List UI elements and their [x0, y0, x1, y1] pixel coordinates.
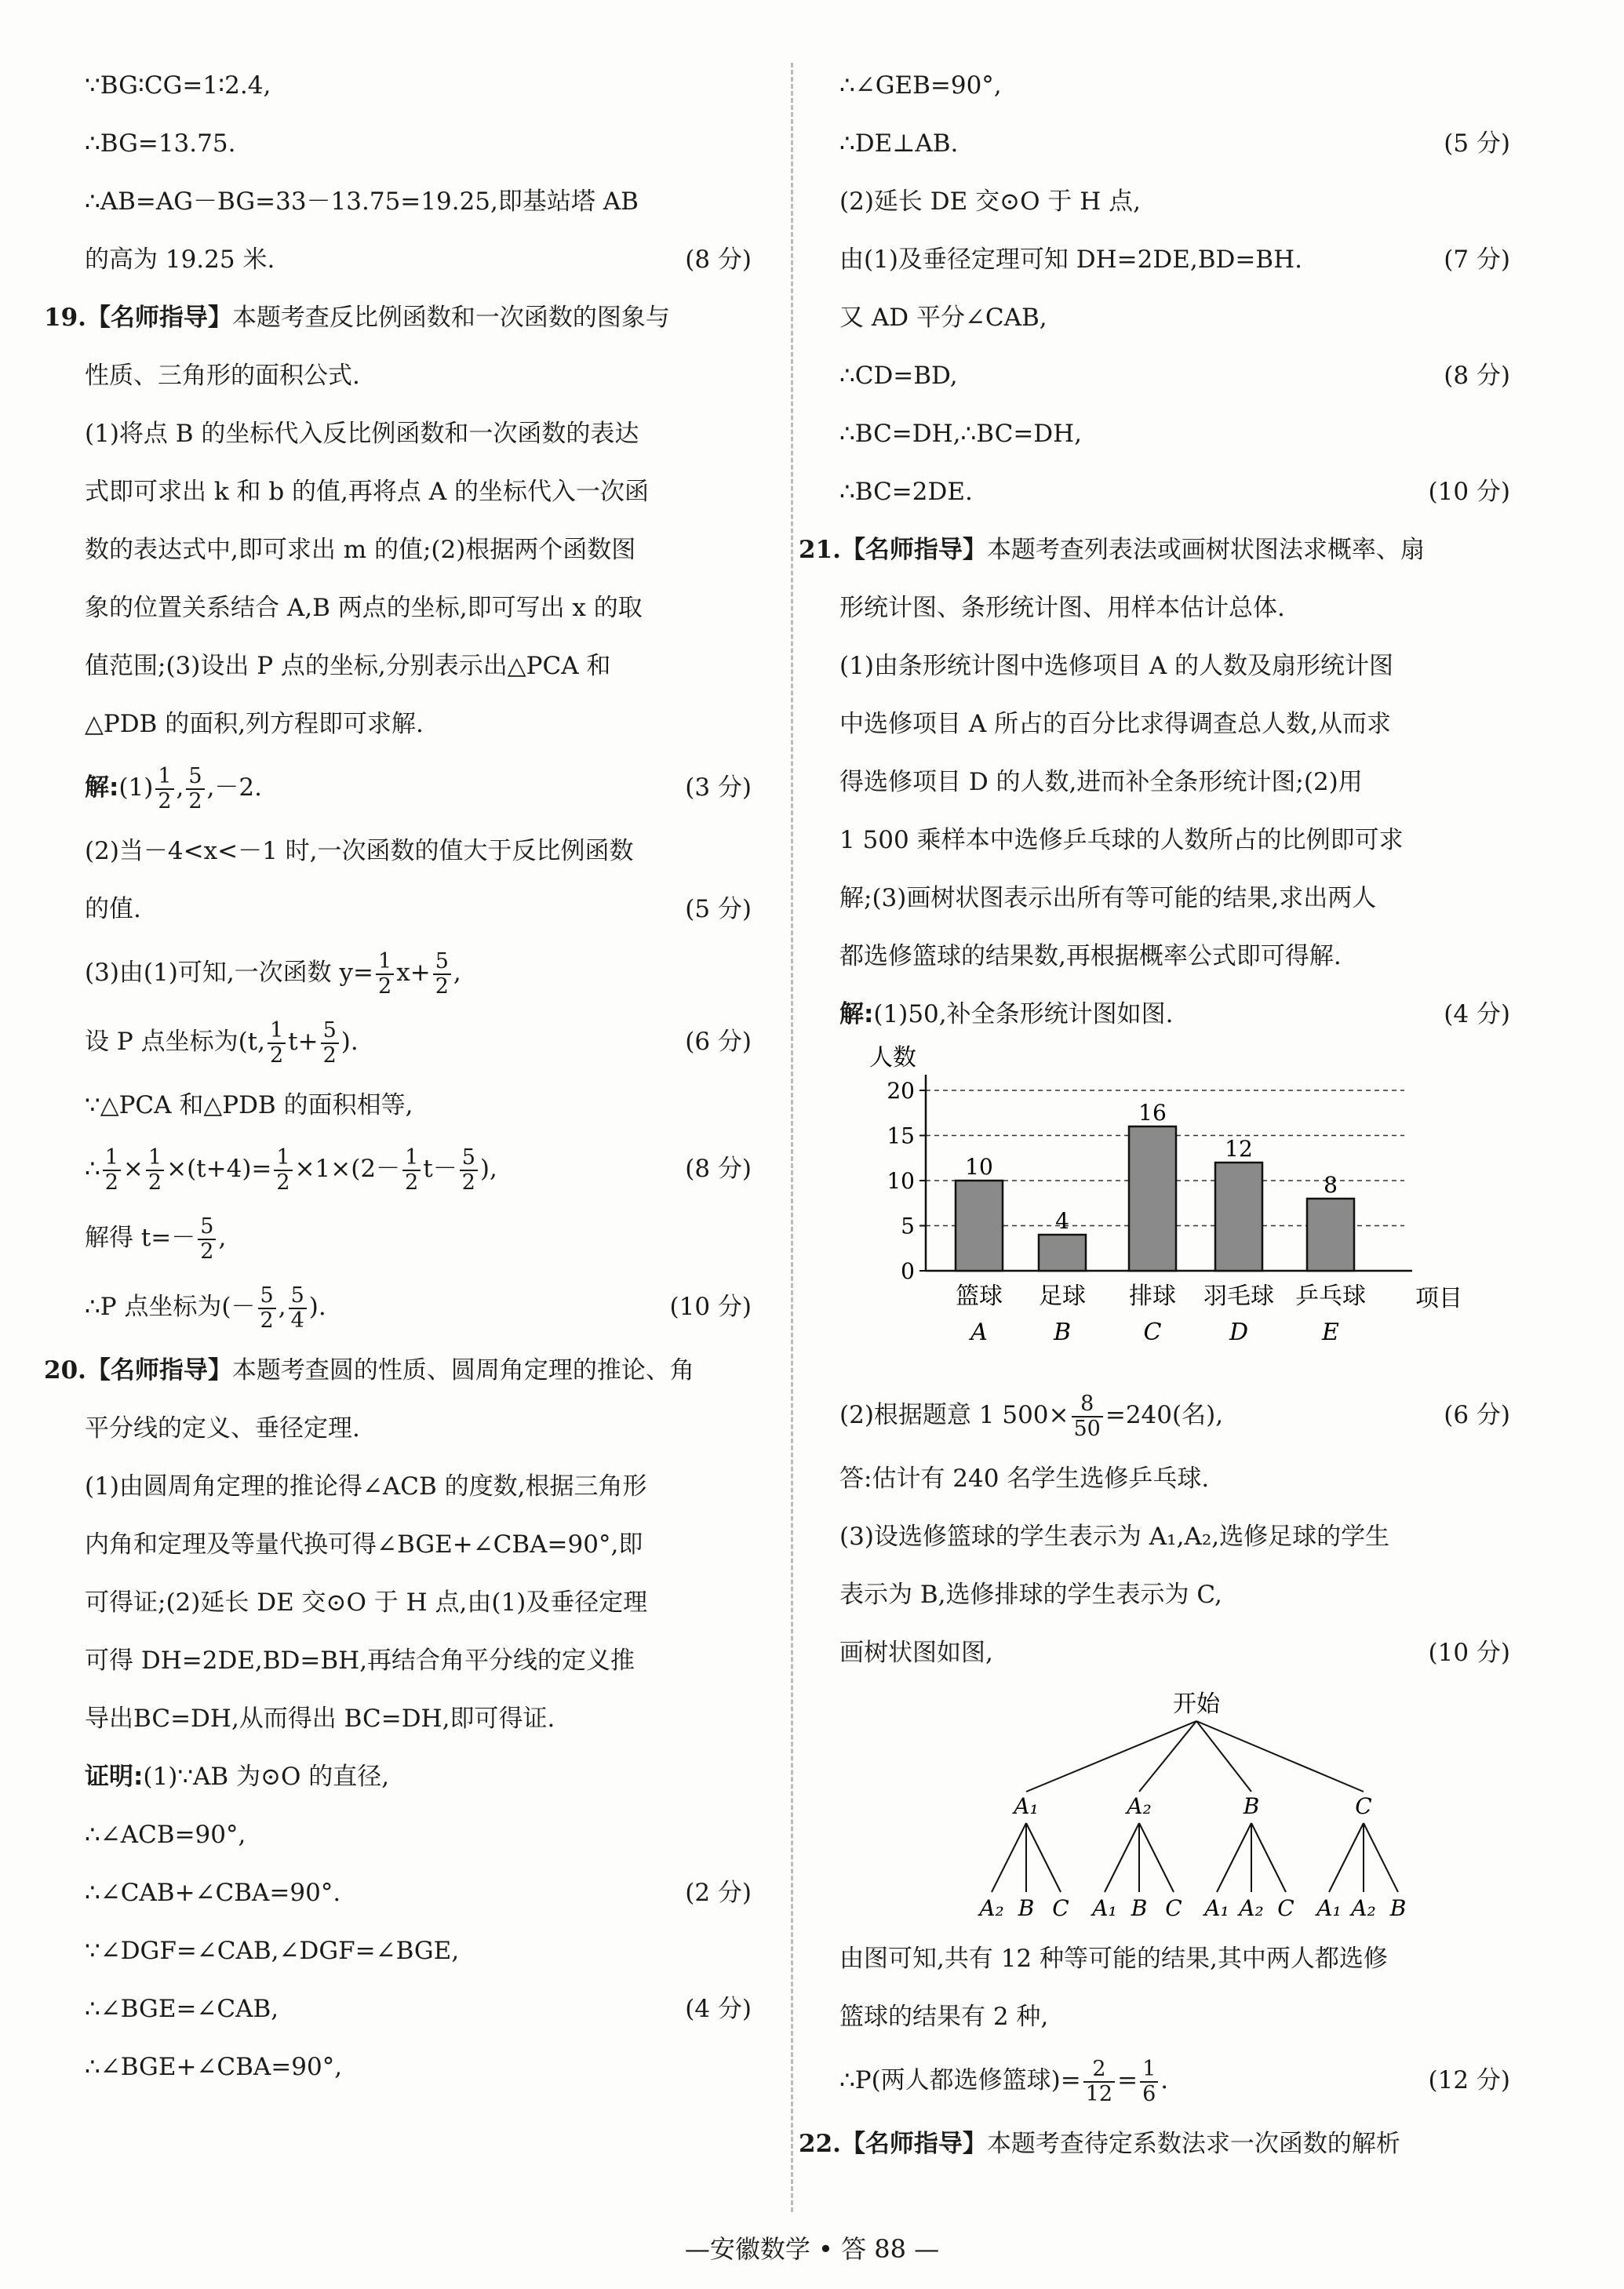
x-axis-label: 项目 [1415, 1285, 1462, 1312]
fraction [321, 1019, 339, 1068]
text-line [85, 695, 752, 753]
line-text: ∴BG=13.75. [85, 129, 236, 158]
tree-node-level2: A₁ [1092, 1895, 1117, 1921]
section-heading: 【名师指导】 [86, 1356, 232, 1385]
line-text: ∴∠BGE+∠CBA=90°, [85, 2053, 343, 2081]
line-text: 形统计图、条形统计图、用样本估计总体. [839, 594, 1285, 622]
y-tick-label: 15 [887, 1123, 915, 1149]
x-tick-label: 乒乓球 [1295, 1283, 1366, 1310]
y-tick-label: 5 [901, 1213, 915, 1239]
bar [956, 1181, 1003, 1271]
tree-branch [1139, 1823, 1174, 1892]
line-text: × [122, 1155, 144, 1183]
text-line [839, 579, 1510, 637]
line-text: ×1×(2－ [294, 1155, 401, 1183]
line-text: (1)由条形统计图中选修项目 A 的人数及扇形统计图 [839, 652, 1394, 680]
line-text: ), [479, 1155, 497, 1183]
score-mark: (10 分) [1428, 1639, 1510, 1667]
section-heading: 【名师指导】 [840, 536, 987, 564]
tree-branch [1105, 1823, 1139, 1892]
right-column [799, 56, 1510, 2173]
fraction [186, 765, 204, 813]
line-text: (1)∵AB 为⊙O 的直径, [143, 1763, 390, 1791]
line-text: ∴∠CAB+∠CBA=90°. [85, 1879, 341, 1907]
text-line [85, 1516, 752, 1574]
x-tick-letter: B [1053, 1319, 1072, 1346]
fraction-denominator: 50 [1073, 1416, 1101, 1441]
fraction-denominator: 2 [276, 1170, 290, 1195]
line-text: 篮球的结果有 2 种, [839, 2003, 1049, 2031]
line-text: ∴AB=AG－BG=33－13.75=19.25,即基站塔 AB [85, 187, 639, 216]
line-text: ∵△PCA 和△PDB 的面积相等, [85, 1091, 413, 1119]
score-mark: (6 分) [1444, 1401, 1510, 1429]
text-line [85, 1690, 752, 1748]
text-line [799, 521, 1510, 579]
line-text: 画树状图如图, [839, 1639, 993, 1667]
score-mark: (5 分) [685, 895, 752, 923]
section-heading: 解: [85, 773, 119, 802]
score-mark: (8 分) [685, 1155, 752, 1183]
right-text-end [799, 1930, 1510, 2173]
score-mark: (10 分) [1428, 478, 1510, 506]
fraction-numerator: 1 [146, 1146, 164, 1171]
text-line [44, 1341, 752, 1399]
fraction-numerator: 5 [289, 1284, 307, 1309]
text-line [839, 115, 1510, 173]
text-line [839, 927, 1510, 985]
fraction-numerator: 5 [433, 950, 451, 975]
line-text: , [453, 959, 461, 987]
tree-node-level1: C [1355, 1793, 1372, 1819]
line-text: (3)设选修篮球的学生表示为 A₁,A₂,选修足球的学生 [839, 1523, 1390, 1551]
text-line [839, 637, 1510, 695]
text-line [839, 695, 1510, 753]
score-mark: (8 分) [685, 246, 752, 274]
tree-branch [1026, 1721, 1196, 1792]
tree-diagram-svg [839, 1682, 1510, 1930]
line-text: (2)延长 DE 交⊙O 于 H 点, [839, 187, 1141, 216]
line-text: 设 P 点坐标为(t, [85, 1028, 265, 1056]
fraction-numerator: 2 [1083, 2058, 1115, 2083]
fraction-numerator: 5 [258, 1284, 276, 1309]
text-line [85, 637, 752, 695]
fraction [258, 1284, 276, 1333]
fraction [402, 1146, 421, 1195]
x-tick-letter: E [1322, 1319, 1339, 1346]
line-text: x+ [396, 959, 431, 987]
score-mark: (12 分) [1428, 2066, 1510, 2094]
line-text: . [1160, 2066, 1169, 2094]
fraction-denominator: 2 [405, 1170, 419, 1195]
line-text: ∴BC=DH,∴BC=DH, [839, 420, 1083, 448]
text-line [85, 1272, 752, 1341]
line-text: 的高为 19.25 米. [85, 246, 275, 274]
line-text: , [176, 773, 184, 802]
fraction-numerator: 1 [376, 950, 394, 975]
x-tick-label: 羽毛球 [1203, 1283, 1274, 1310]
section-heading: 【名师指导】 [86, 304, 232, 332]
y-tick-label: 0 [901, 1258, 915, 1284]
column-divider [791, 63, 793, 2212]
line-text: ∴∠GEB=90°, [839, 71, 1002, 100]
line-text: 得选修项目 D 的人数,进而补全条形统计图;(2)用 [839, 768, 1363, 796]
text-line [85, 115, 752, 173]
line-text: 1 500 乘样本中选修乒乓球的人数所占的比例即可求 [839, 826, 1404, 854]
score-mark: (3 分) [685, 773, 752, 802]
line-text: 由图可知,共有 12 种等可能的结果,其中两人都选修 [839, 1945, 1388, 1973]
x-tick-letter: C [1143, 1319, 1162, 1346]
y-tick-label: 20 [887, 1078, 915, 1104]
score-mark: (4 分) [685, 1995, 752, 2023]
line-text: (2)当－4<x<－1 时,一次函数的值大于反比例函数 [85, 837, 634, 865]
x-tick-label: 篮球 [956, 1283, 1003, 1310]
text-line [839, 347, 1510, 405]
y-axis-label: 人数 [869, 1044, 916, 1072]
text-line [85, 1806, 752, 1864]
score-mark: (4 分) [1444, 1000, 1510, 1028]
fraction [433, 950, 451, 999]
text-line [799, 2115, 1510, 2173]
text-line [85, 1203, 752, 1272]
fraction [1083, 2058, 1115, 2106]
score-mark: (6 分) [685, 1028, 752, 1056]
fraction-numerator: 8 [1072, 1392, 1103, 1417]
tree-node-level2: A₂ [979, 1895, 1004, 1921]
text-line [85, 463, 752, 521]
fraction [1072, 1392, 1103, 1441]
tree-node-level1: B [1243, 1793, 1260, 1819]
line-text: (1)将点 B 的坐标代入反比例函数和一次函数的表达 [85, 420, 639, 448]
fraction-numerator: 5 [321, 1019, 339, 1044]
bar-value-label: 8 [1324, 1172, 1338, 1198]
tree-branch [1364, 1823, 1398, 1892]
line-text: ∴P 点坐标为(－ [85, 1293, 256, 1321]
text-line [839, 753, 1510, 811]
bar-value-label: 12 [1225, 1136, 1253, 1162]
tree-node-level2: A₁ [1204, 1895, 1229, 1921]
line-text: 数的表达式中,即可求出 m 的值;(2)根据两个函数图 [85, 536, 636, 564]
line-text: 导出BC=DH,从而得出 BC=DH,即可得证. [85, 1705, 555, 1733]
line-text: , [218, 1224, 227, 1252]
text-line [85, 1748, 752, 1806]
x-tick-label: 排球 [1129, 1283, 1176, 1310]
fraction-denominator: 4 [290, 1308, 304, 1333]
section-heading: 【名师指导】 [840, 2130, 987, 2158]
tree-node-level2: C [1165, 1895, 1182, 1921]
tree-node-level2: C [1052, 1895, 1069, 1921]
bar-chart-svg [839, 1043, 1510, 1381]
line-text: 本题考查列表法或画树状图法求概率、扇 [986, 536, 1425, 564]
line-text: 象的位置关系结合 A,B 两点的坐标,即可写出 x 的取 [85, 594, 643, 622]
tree-branch [1217, 1823, 1251, 1892]
text-line [839, 811, 1510, 869]
line-text: ). [308, 1293, 326, 1321]
line-text: (1)由圆周角定理的推论得∠ACB 的度数,根据三角形 [85, 1472, 647, 1501]
fraction [103, 1146, 121, 1195]
text-line [85, 880, 752, 938]
question-number: 21. [799, 536, 841, 564]
line-text: ). [340, 1028, 359, 1056]
line-text: (1) [118, 773, 154, 802]
bar [1129, 1126, 1176, 1271]
line-text: 中选修项目 A 所占的百分比求得调查总人数,从而求 [839, 710, 1391, 738]
text-line [85, 1134, 752, 1203]
text-line [85, 1457, 752, 1516]
text-line [839, 1930, 1510, 1988]
text-line [85, 1980, 752, 2038]
fraction-numerator: 1 [1140, 2058, 1158, 2083]
text-line [839, 289, 1510, 347]
text-line [839, 1988, 1510, 2046]
line-text: 表示为 B,选修排球的学生表示为 C, [839, 1581, 1222, 1609]
text-line [85, 1399, 752, 1457]
bar-chart [839, 1043, 1510, 1381]
fraction-denominator: 2 [461, 1170, 475, 1195]
line-text: ∴∠BGE=∠CAB, [85, 1995, 279, 2023]
section-heading: 解: [839, 1000, 874, 1028]
text-line [85, 347, 752, 405]
text-line [839, 463, 1510, 521]
tree-node-level2: A₁ [1316, 1895, 1342, 1921]
right-text-middle [839, 1381, 1510, 1682]
text-line [85, 1007, 752, 1076]
text-line [85, 521, 752, 579]
fraction-denominator: 2 [104, 1170, 118, 1195]
line-text: ∵BG∶CG=1∶2.4, [85, 71, 271, 100]
tree-branch [1251, 1823, 1286, 1892]
fraction [146, 1146, 164, 1195]
line-text: 可得证;(2)延长 DE 交⊙O 于 H 点,由(1)及垂径定理 [85, 1588, 648, 1617]
fraction [1140, 2058, 1158, 2106]
bar-value-label: 10 [965, 1154, 993, 1180]
tree-branch [1196, 1721, 1364, 1792]
line-text: 内角和定理及等量代换可得∠BGE+∠CBA=90°,即 [85, 1530, 643, 1559]
fraction-numerator: 5 [460, 1146, 478, 1171]
tree-branch [1026, 1823, 1061, 1892]
line-text: 由(1)及垂径定理可知 DH=2DE,BD=BH. [839, 246, 1302, 274]
fraction-denominator: 2 [435, 973, 449, 999]
line-text: 又 AD 平分∠CAB, [839, 304, 1047, 332]
section-heading: 证明: [85, 1763, 144, 1791]
left-column [44, 56, 752, 2096]
y-tick-label: 10 [887, 1168, 915, 1194]
line-text: ∴BC=2DE. [839, 478, 973, 506]
text-line [85, 1922, 752, 1980]
tree-branch [992, 1823, 1026, 1892]
text-line [85, 405, 752, 463]
fraction [274, 1146, 292, 1195]
tree-node-level2: A₂ [1351, 1895, 1376, 1921]
line-text: 都选修篮球的结果数,再根据概率公式即可得解. [839, 942, 1342, 970]
line-text: 本题考查反比例函数和一次函数的图象与 [231, 304, 670, 332]
text-line [44, 289, 752, 347]
fraction-numerator: 1 [103, 1146, 121, 1171]
text-line [85, 753, 752, 822]
question-number: 19. [44, 304, 86, 332]
score-mark: (10 分) [669, 1293, 752, 1321]
fraction-denominator: 2 [188, 788, 202, 813]
line-text: 本题考查圆的性质、圆周角定理的推论、角 [231, 1356, 694, 1385]
tree-node-level1: A₂ [1127, 1793, 1152, 1819]
text-line [85, 1076, 752, 1134]
fraction-numerator: 5 [198, 1215, 216, 1240]
tree-node-level2: B [1131, 1895, 1148, 1921]
question-number: 20. [44, 1356, 86, 1385]
fraction-numerator: 1 [274, 1146, 292, 1171]
fraction-numerator: 1 [268, 1019, 286, 1044]
line-text: =240(名), [1105, 1401, 1224, 1429]
text-line [839, 1624, 1510, 1682]
text-line [839, 1381, 1510, 1450]
question-number: 22. [799, 2130, 841, 2158]
text-line [85, 1864, 752, 1922]
line-text: △PDB 的面积,列方程即可求解. [85, 710, 424, 738]
text-line [839, 869, 1510, 927]
fraction [376, 950, 394, 999]
fraction-denominator: 6 [1142, 2081, 1156, 2106]
fraction [198, 1215, 216, 1264]
text-line [839, 1566, 1510, 1624]
line-text: 值范围;(3)设出 P 点的坐标,分别表示出△PCA 和 [85, 652, 611, 680]
line-text: 答:估计有 240 名学生选修乒乓球. [839, 1465, 1210, 1493]
fraction [460, 1146, 478, 1195]
fraction-denominator: 2 [147, 1170, 162, 1195]
line-text: 式即可求出 k 和 b 的值,再将点 A 的坐标代入一次函 [85, 478, 649, 506]
text-line [85, 822, 752, 880]
page-footer: —安徽数学 • 答 88 — [684, 2234, 940, 2264]
score-mark: (8 分) [1444, 362, 1510, 390]
text-line [839, 56, 1510, 115]
fraction-denominator: 2 [260, 1308, 274, 1333]
bar [1039, 1235, 1086, 1271]
line-text: t+ [288, 1028, 319, 1056]
bar [1307, 1199, 1354, 1271]
tree-node-level2: C [1277, 1895, 1294, 1921]
line-text: , [278, 1293, 286, 1321]
fraction [289, 1284, 307, 1333]
x-tick-letter: D [1229, 1319, 1249, 1346]
fraction [155, 765, 173, 813]
tree-node-level1: A₁ [1014, 1793, 1039, 1819]
line-text: 解得 t=－ [85, 1224, 196, 1252]
text-line [839, 173, 1510, 231]
line-text: ,－2. [206, 773, 262, 802]
x-tick-label: 足球 [1039, 1283, 1086, 1310]
score-mark: (2 分) [685, 1879, 752, 1907]
line-text: 的值. [85, 895, 141, 923]
line-text: ∵∠DGF=∠CAB,∠DGF=∠BGE, [85, 1937, 460, 1965]
line-text: 可得 DH=2DE,BD=BH,再结合角平分线的定义推 [85, 1647, 635, 1675]
tree-node-level2: B [1018, 1895, 1035, 1921]
fraction-denominator: 2 [322, 1043, 337, 1068]
tree-branch [1329, 1823, 1364, 1892]
line-text: ∴ [85, 1155, 100, 1183]
line-text: 本题考查待定系数法求一次函数的解析 [986, 2130, 1400, 2158]
text-line [839, 1450, 1510, 1508]
fraction-numerator: 1 [155, 765, 173, 790]
line-text: t－ [423, 1155, 457, 1183]
fraction [268, 1019, 286, 1068]
line-text: ∴P(两人都选修篮球)= [839, 2066, 1081, 2094]
line-text: ∴CD=BD, [839, 362, 958, 390]
text-line [85, 56, 752, 115]
text-line [85, 1574, 752, 1632]
score-mark: (7 分) [1444, 246, 1510, 274]
text-line [839, 2046, 1510, 2115]
x-tick-letter: A [970, 1319, 988, 1346]
tree-root: 开始 [1173, 1690, 1220, 1718]
text-line [85, 231, 752, 289]
bar-value-label: 16 [1138, 1100, 1167, 1126]
line-text: ×(t+4)= [166, 1155, 272, 1183]
tree-diagram [839, 1682, 1510, 1930]
score-mark: (5 分) [1444, 129, 1510, 158]
line-text: ∴∠ACB=90°, [85, 1821, 246, 1849]
line-text: (3)由(1)可知,一次函数 y= [85, 959, 374, 987]
text-line [85, 579, 752, 637]
tree-node-level2: A₂ [1239, 1895, 1264, 1921]
line-text: (2)根据题意 1 500× [839, 1401, 1069, 1429]
fraction-denominator: 2 [200, 1239, 214, 1264]
line-text: 平分线的定义、垂径定理. [85, 1414, 360, 1443]
text-line [839, 1508, 1510, 1566]
tree-branch [1139, 1721, 1196, 1792]
right-text-top [799, 56, 1510, 1043]
fraction-numerator: 1 [402, 1146, 421, 1171]
tree-node-level2: B [1389, 1895, 1407, 1921]
fraction-numerator: 5 [186, 765, 204, 790]
bar-value-label: 4 [1055, 1208, 1069, 1234]
tree-branch [1196, 1721, 1251, 1792]
text-line [839, 405, 1510, 463]
fraction-denominator: 2 [158, 788, 172, 813]
line-text: 性质、三角形的面积公式. [85, 362, 360, 390]
line-text: 解;(3)画树状图表示出所有等可能的结果,求出两人 [839, 884, 1377, 912]
text-line [839, 985, 1510, 1043]
fraction-denominator: 12 [1085, 2081, 1113, 2106]
text-line [85, 2038, 752, 2096]
text-line [839, 231, 1510, 289]
text-line [85, 173, 752, 231]
fraction-denominator: 2 [269, 1043, 284, 1068]
line-text: (1)50,补全条形统计图如图. [873, 1000, 1174, 1028]
text-line [85, 938, 752, 1007]
text-line [85, 1632, 752, 1690]
line-text: = [1117, 2066, 1138, 2094]
bar [1215, 1163, 1262, 1271]
fraction-denominator: 2 [378, 973, 392, 999]
line-text: ∴DE⊥AB. [839, 129, 959, 158]
